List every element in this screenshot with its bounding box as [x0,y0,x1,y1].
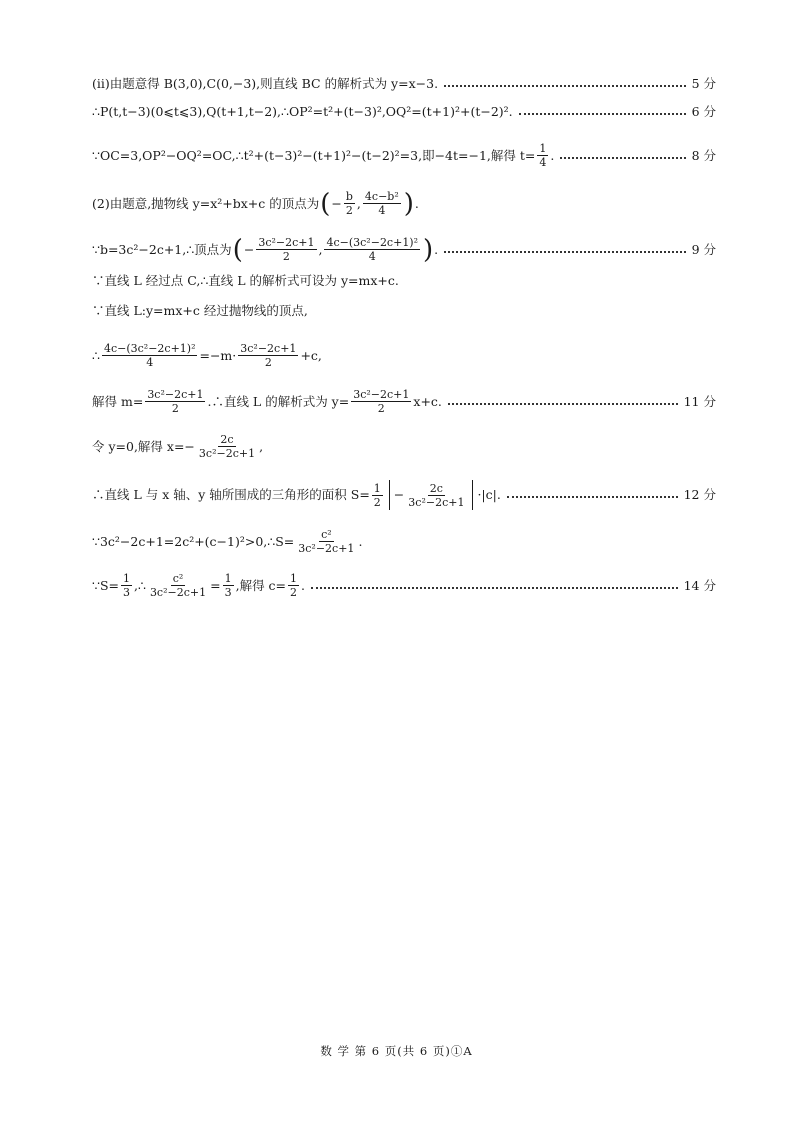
line-text: (ⅱ)由题意得 B(3,0),C(0,−3),则直线 BC 的解析式为 y=x−3. [92,76,439,91]
solution-line-9 [92,388,716,415]
fraction [372,482,383,509]
solution-line-2 [92,104,716,120]
line-text: x+c. [413,393,442,409]
solution-line-11 [92,480,716,510]
fraction-denominator: 2 [345,204,353,217]
line-text: 令 y=0,解得 x=− [92,438,195,454]
comma: , [318,241,323,257]
line-text: , [259,438,264,454]
fraction [145,388,205,415]
dot-leader [560,157,685,159]
fraction [148,572,208,599]
dot-leader [448,403,678,405]
line-text: (2)由题意,抛物线 y=x²+bx+c 的顶点为 [92,195,320,211]
fraction [363,190,401,217]
fraction [296,528,356,555]
solution-line-8 [92,342,716,369]
fraction [288,572,299,599]
line-text: =−m· [199,347,237,363]
solution-line-7 [92,303,716,319]
line-text: . [550,147,555,163]
solution-line-1 [92,76,716,92]
line-text: 解得 m= [92,393,144,409]
fraction-numerator: 4c−b² [364,190,399,203]
fraction-numerator: 2c [220,433,234,446]
dot-leader [507,496,678,498]
fraction-numerator: 4c−(3c²−2c+1)² [103,342,196,355]
fraction [223,572,234,599]
solution-line-12 [92,528,716,555]
line-text: ∴直线 L 与 x 轴、y 轴所围成的三角形的面积 S= [92,487,370,502]
fraction-numerator: c² [321,528,332,541]
dot-leader [519,113,686,115]
left-paren: ( [320,188,331,219]
left-paren: ( [232,234,243,265]
solution-line-5 [92,236,716,263]
solution-line-3 [92,142,716,169]
comma: , [356,195,361,211]
fraction-denominator: 2 [282,250,290,263]
fraction-denominator: 2 [373,495,381,509]
minus-sign: − [331,195,342,211]
fraction-denominator: 3c²−2c+1 [198,447,256,460]
solution-line-10 [92,433,716,460]
fraction-numerator: c² [172,572,184,585]
fraction-numerator: 3c²−2c+1 [258,236,315,249]
fraction-denominator: 3c²−2c+1 [298,542,355,555]
fraction [197,433,257,460]
dot-leader [444,251,685,253]
right-paren: ) [403,188,414,219]
line-text: ∴ [92,347,100,363]
fraction-denominator: 3c²−2c+1 [149,586,207,599]
fraction-denominator: 2 [377,402,385,415]
fraction-denominator: 3 [224,586,232,599]
line-text: ∵直线 L:y=mx+c 经过抛物线的顶点, [92,303,308,318]
solution-line-13 [92,572,716,599]
fraction-denominator: 3c²−2c+1 [408,495,465,509]
minus-sign: − [243,241,255,257]
score-label: 9 分 [691,241,716,257]
line-text: . [301,577,305,593]
score-label: 6 分 [691,104,716,119]
fraction-denominator: 2 [171,402,179,415]
fraction-numerator: 3c²−2c+1 [353,388,410,401]
fraction-numerator: 3c²−2c+1 [147,388,204,401]
page-footer: 数 学 第 6 页(共 6 页)①A [320,1044,473,1058]
fraction [102,342,198,369]
fraction [351,388,411,415]
fraction-denominator: 4 [368,250,376,263]
fraction-numerator: 4c−(3c²−2c+1)² [326,236,419,249]
line-text: ∴P(t,t−3)(0⩽t⩽3),Q(t+1,t−2),∴OP²=t²+(t−3)²,OQ²=(t+1)²+(t−2)². [92,104,513,119]
fraction [238,342,298,369]
line-text: ,解得 c= [235,577,287,593]
fraction-numerator: 1 [539,142,547,155]
line-text: = [210,577,221,593]
fraction-numerator: b [345,190,353,203]
score-label: 11 分 [683,393,716,409]
line-text: − [393,487,405,502]
line-text: ,∴ [134,577,146,593]
score-label: 5 分 [691,76,716,91]
fraction-numerator: 1 [290,572,298,585]
fraction-numerator: 1 [123,572,130,585]
fraction-denominator: 4 [539,156,547,169]
dot-leader [444,85,686,87]
line-text: ∵b=3c²−2c+1,∴顶点为 [92,241,232,257]
line-text: . [414,195,419,211]
fraction [344,190,355,217]
line-text: ∵直线 L 经过点 C,∴直线 L 的解析式可设为 y=mx+c. [92,273,399,288]
score-label: 8 分 [691,147,716,163]
line-text: .∴直线 L 的解析式为 y= [207,393,350,409]
line-text: . [434,241,439,257]
line-text: ∵OC=3,OP²−OQ²=OC,∴t²+(t−3)²−(t+1)²−(t−2)²=3,即−4t=−1,解得 t= [92,147,536,163]
abs-bar-right [472,480,473,510]
fraction-denominator: 4 [378,204,386,217]
line-text: ∵S= [92,577,119,593]
fraction-numerator: 3c²−2c+1 [240,342,297,355]
fraction-numerator: 1 [373,481,381,495]
solution-line-4 [92,190,716,217]
score-label: 14 分 [683,577,716,593]
fraction-denominator: 4 [146,356,154,369]
fraction-numerator: 1 [224,572,232,585]
line-text: ·|c|. [477,487,501,502]
line-text: +c, [300,347,322,363]
fraction-denominator: 2 [290,586,298,599]
fraction-denominator: 2 [264,356,272,369]
line-text: ∵3c²−2c+1=2c²+(c−1)²>0,∴S= [92,533,295,549]
fraction-denominator: 3 [123,586,130,599]
right-paren: ) [423,234,434,265]
dot-leader [311,587,678,589]
fraction [406,482,466,509]
fraction [121,572,132,599]
fraction [256,236,316,263]
abs-bar-left [389,480,390,510]
fraction [324,236,420,263]
fraction-numerator: 2c [429,481,443,495]
line-text: . [358,533,363,549]
solution-line-6 [92,273,716,289]
fraction [537,142,548,169]
score-label: 12 分 [683,487,716,502]
